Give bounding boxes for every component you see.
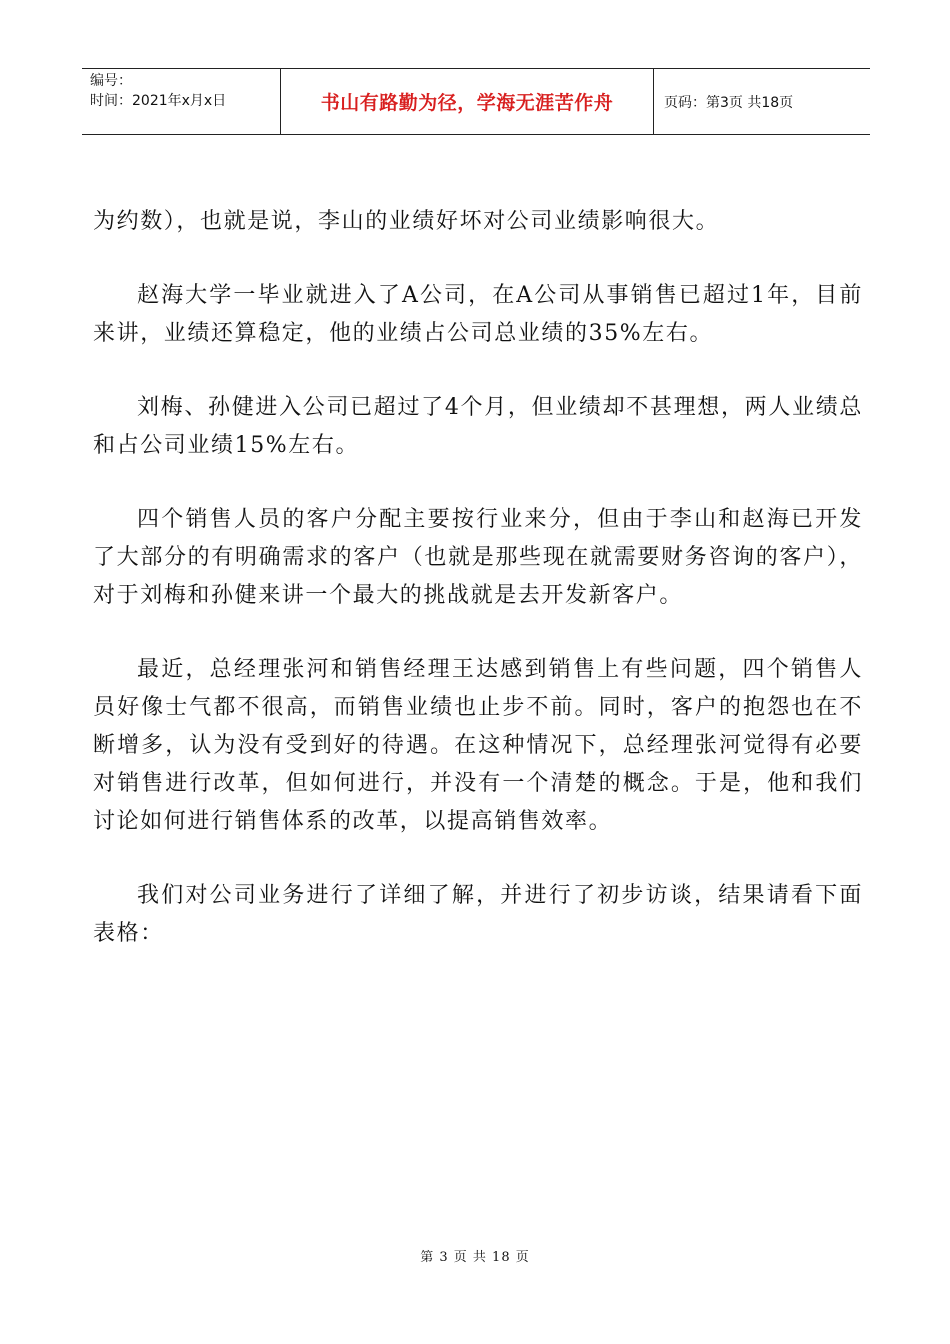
page-header [82,68,870,135]
paragraph-1: 为约数），也就是说，李山的业绩好坏对公司业绩影响很大。 [93,209,720,234]
paragraph-5: 最近，总经理张河和销售经理王达感到销售上有些问题，四个销售人员好像士气都不很高，而销售业绩也止步不前。同时，客户的抱怨也在不断增多，认为没有受到好的待遇。在这种情况下，总经理张河觉得有必要对销售进行改革，但如何进行，并没有一个清楚的概念。于是，他和我们讨论如何进行销售体系的改革，以提高销售效率。 [93,657,863,834]
document-time-label: 时间：2021年x月x日 [90,93,227,109]
paragraph-3: 刘梅、孙健进入公司已超过了4个月，但业绩却不甚理想，两人业绩总和占公司业绩15%左右。 [93,395,863,458]
document-body [93,203,863,953]
page-footer: 第 3 页 共 18 页 [420,1250,530,1265]
header-motto: 书山有路勤为径，学海无涯苦作舟 [280,69,654,134]
paragraph-4: 四个销售人员的客户分配主要按行业来分，但由于李山和赵海已开发了大部分的有明确需求的客户（也就是那些现在就需要财务咨询的客户），对于刘梅和孙健来讲一个最大的挑战就是去开发新客户。 [93,507,863,608]
paragraph-2: 赵海大学一毕业就进入了A公司，在A公司从事销售已超过1年，目前来讲，业绩还算稳定，他的业绩占公司总业绩的35%左右。 [93,283,863,346]
header-info [82,69,280,134]
document-number-label: 编号： [90,73,132,89]
header-page-number: 页码：第3页 共18页 [664,94,794,111]
paragraph-6: 我们对公司业务进行了详细了解，并进行了初步访谈，结果请看下面表格： [93,883,863,946]
